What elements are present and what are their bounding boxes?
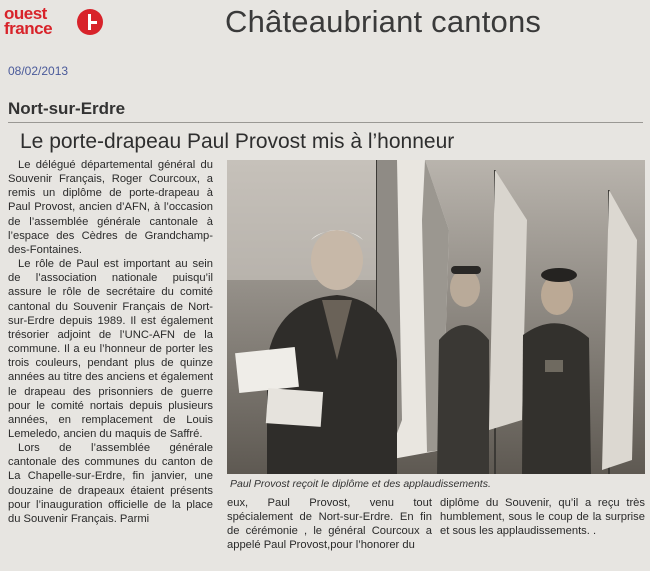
article-column-2 [227,496,432,553]
logo-line-1: ouest [4,4,47,23]
article-column-3 [440,496,645,538]
photo-illustration [227,160,645,474]
article-headline: Le porte-drapeau Paul Provost mis à l’honneur [20,130,455,153]
section-divider [8,122,643,123]
publication-date: 08/02/2013 [8,64,69,78]
photo-caption: Paul Provost reçoit le diplôme et des applaudissements. [230,478,491,490]
logo-line-2: france [4,19,53,38]
paragraph-2: Le rôle de Paul est important au sein de l’association nationale puisqu’il assure le rôle de secrétaire du comité cantonal du Souvenir Français de Nort-sur-Erdre depuis 1989. Il est également trésorier adjoint de l’UNC-AFN de la commune. Il a eu l’honneur de porter les trois couleurs, pendant plus de quinze années au titre des anciens et également le drapeau des prisonniers de guerre pour le comité nortais depuis plusieurs années, en remplacement de Louis Lemeledo, ancien du maquis de Saffré. [8,258,213,440]
ouest-france-logo [4,6,74,36]
section-title: Nort-sur-Erdre [8,99,126,118]
page-header [0,0,650,58]
article-column-1 [8,158,213,526]
logo-mark-icon [77,9,103,35]
article-photo [227,160,645,474]
column-3-text: diplôme du Souvenir, qu’il a reçu très humblement, sous le coup de la surprise et sous les applaudissements. . [440,497,645,538]
column-2-text: eux, Paul Provost, venu tout spécialement de Nort-sur-Erdre. En fin de cérémonie , le général Courcoux a appelé Paul Provost,pour l’honorer du [227,497,432,552]
paragraph-3: Lors de l’assemblée générale cantonale des communes du canton de La Chapelle-sur-Erdre, fin janvier, une douzaine de drapeaux étaient présents pour l’inauguration officielle de la place du Souvenir Français. Parmi [8,442,213,525]
paragraph-1: Le délégué départemental général du Souvenir Français, Roger Courcoux, a remis un diplôme de porte-drapeau à Paul Provost, ancien d’AFN, à l’occasion de l’assemblée générale cantonale à l’espace des Cèdres de Grandchamp-des-Fontaines. [8,159,213,256]
edition-title: Châteaubriant cantons [225,4,542,39]
